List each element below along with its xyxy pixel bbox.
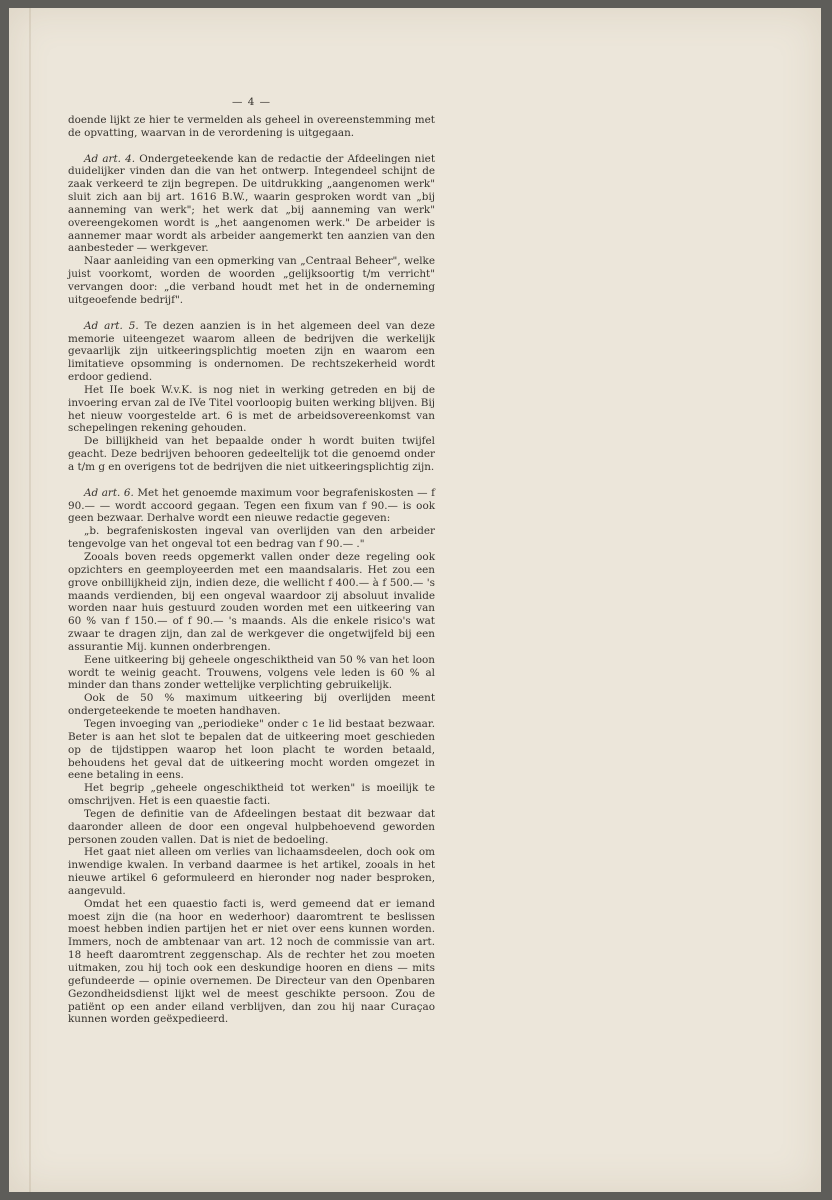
paragraph	[68, 320, 435, 384]
document-text	[68, 96, 435, 1026]
paragraph-text: Het IIe boek W.v.K. is nog niet in werking getreden en bij de invoering ervan zal de IVe Titel voorloopig buiten werking blijven. Bij het nieuw voorgestelde art. 6 is met de arbeidsovereenkomst van schepelingen rekening gehouden.	[68, 383, 435, 435]
document-page	[9, 8, 821, 1192]
paragraph-text: Tegen invoeging van „periodieke" onder c 1e lid bestaat bezwaar. Beter is aan het slot te bepalen dat de uitkeering moet geschieden op de tijdstippen waarop het loon placht te worden betaald, behoudens het geval dat de uitkeering mocht worden omgezet in eene betaling in eens.	[68, 717, 435, 782]
paragraph	[68, 898, 435, 1026]
paragraph-text: Ondergeteekende kan de redactie der Afdeelingen niet duidelijker vinden dan die van het ontwerp. Integendeel schijnt de zaak verkeerd te zijn begrepen. De uitdrukking „aangenomen werk" sluit zich aan bij art. 1616 B.W., waarin gesproken wordt van „bij aanneming van werk"; het werk dat „bij aanneming van werk" overeengekomen wordt is „het aangenomen werk." De arbeider is aannemer maar wordt als arbeider aangemerkt ten aanzien van den aanbesteder — werkgever.	[68, 152, 435, 255]
paragraph	[68, 525, 435, 551]
paragraph-text: Omdat het een quaestio facti is, werd gemeend dat er iemand moest zijn die (na hoor en wederhoor) daaromtrent te beslissen moest hebben indien partijen het er niet over eens kunnen worden. Immers, noch de ambtenaar van art. 12 noch de commissie van art. 18 heeft daaromtrent zeggenschap. Als de rechter het zou moeten uitmaken, zou hij toch ook een deskundige hooren en diens — mits gefundeerde — opinie overnemen. De Directeur van den Openbaren Gezondheidsdienst lijkt wel de meest geschikte persoon. Zou de patiënt op een ander eiland verblijven, dan zou hij naar Curaçao kunnen worden geëxpedieerd.	[68, 897, 435, 1026]
paragraph	[68, 114, 435, 140]
paragraph	[68, 846, 435, 897]
paragraph-text: Ook de 50 % maximum uitkeering bij overlijden meent ondergeteekende te moeten handhaven.	[68, 692, 435, 718]
paper-fold-line	[29, 8, 31, 1192]
paragraph	[68, 435, 435, 474]
paragraph	[68, 487, 435, 526]
paragraph-text: Naar aanleiding van een opmerking van „Centraal Beheer", welke juist voorkomt, worden de woorden „gelijksoortig t/m verricht" vervangen door: „die verband houdt met het in de onderneming uitgeoefende bedrijf".	[68, 255, 435, 306]
paragraph	[68, 782, 435, 808]
paragraph	[68, 153, 435, 256]
paragraph	[68, 718, 435, 782]
paragraph-text: Tegen de definitie van de Afdeelingen bestaat dit bezwaar dat daaronder alleen de door een ongeval hulpbehoevend geworden personen zouden vallen. Dat is niet de bedoeling.	[68, 807, 435, 846]
paragraph	[68, 255, 435, 306]
paragraph	[68, 808, 435, 847]
article-reference: Ad art. 4.	[84, 152, 136, 165]
paragraph-list	[68, 114, 435, 1026]
paragraph-text: Eene uitkeering bij geheele ongeschiktheid van 50 % van het loon wordt te weinig geacht. Trouwens, volgens vele leden is 60 % al minder dan thans zonder wettelijke verplichting gebruikelijk.	[68, 653, 435, 692]
paragraph-text: Zooals boven reeds opgemerkt vallen onder deze regeling ook opzichters en geemployeerden met een maandsalaris. Het zou een grove onbillijkheid zijn, indien deze, die wellicht f 400.— à f 500.— 's maands verdienden, bij een ongeval waardoor zij absoluut invalide worden naar huis gestuurd zouden worden met een uitkeering van 60 % van f 150.— of f 90.— 's maands. Als die enkele risico's wat zwaar te dragen zijn, dan zal de werkgever die ongetwijfeld bij een assurantie Mij. kunnen onderbrengen.	[68, 551, 435, 653]
paragraph	[68, 384, 435, 435]
paragraph-text: doende lijkt ze hier te vermelden als geheel in overeenstemming met de opvatting, waarvan in de verordening is uitgegaan.	[68, 113, 435, 139]
article-reference: Ad art. 6.	[84, 486, 134, 499]
paragraph-text: „b. begrafeniskosten ingeval van overlijden van den arbeider tengevolge van het ongeval tot een bedrag van f 90.— ."	[68, 525, 435, 551]
paragraph-text: Het gaat niet alleen om verlies van lichaamsdeelen, doch ook om inwendige kwalen. In verband daarmee is het artikel, zooals in het nieuwe artikel 6 geformuleerd en hieronder nog nader besproken, aangevuld.	[68, 846, 435, 897]
paragraph	[68, 654, 435, 693]
paragraph-text: Met het genoemde maximum voor begrafeniskosten — f 90.— — wordt accoord gegaan. Tegen een fixum van f 90.— is ook geen bezwaar. Derhalve wordt een nieuwe redactie gegeven:	[68, 486, 435, 525]
paragraph-text: Het begrip „geheele ongeschiktheid tot werken" is moeilijk te omschrijven. Het is een quaestie facti.	[68, 782, 435, 808]
article-reference: Ad art. 5.	[84, 319, 139, 332]
paragraph-text: Te dezen aanzien is in het algemeen deel van deze memorie uiteengezet waarom alleen de bedrijven die werkelijk gevaarlijk zijn uitkeeringsplichtig moeten zijn en waarom een limitatieve opsomming is ondernomen. De rechtszekerheid wordt erdoor gediend.	[68, 319, 435, 384]
paragraph	[68, 551, 435, 654]
page-number: — 4 —	[232, 96, 271, 108]
paragraph-text: De billijkheid van het bepaalde onder h wordt buiten twijfel geacht. Deze bedrijven behooren gedeeltelijk tot die genoemd onder a t/m g en overigens tot de bedrijven die niet uitkeeringsplichtig zijn.	[68, 435, 435, 473]
paragraph	[68, 692, 435, 718]
